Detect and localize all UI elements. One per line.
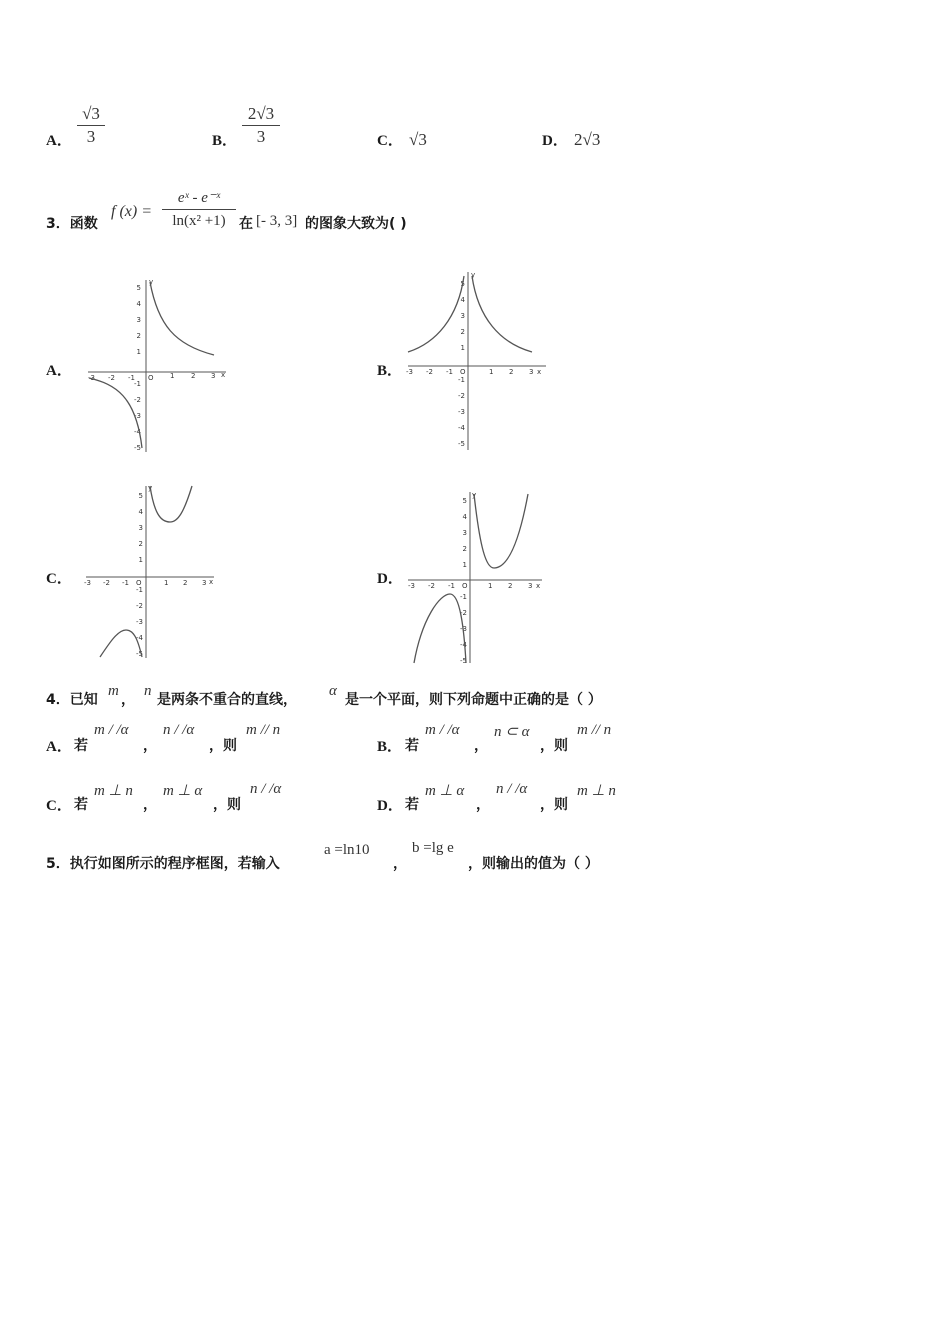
y-axis-label: y <box>472 491 477 499</box>
curve-left-branch <box>89 378 142 448</box>
graph-d-axes <box>408 492 542 663</box>
q5-a-expr: a =ln10 <box>324 842 370 858</box>
option-b-label: B． <box>212 133 238 149</box>
x-tick-label: -2 <box>108 374 115 382</box>
origin-label: O <box>148 374 154 382</box>
x-tick-label: 2 <box>191 372 196 380</box>
q4-option-c-label: C． <box>46 798 72 814</box>
option-c-value: √3 <box>409 130 427 149</box>
y-tick-label: 5 <box>138 492 143 500</box>
x-axis-label: x <box>209 578 214 586</box>
q4-option-b-comma: ， <box>474 738 488 754</box>
q4-var-alpha: α <box>329 683 337 699</box>
fraction-denominator: ln(x² +1) <box>172 213 226 229</box>
y-tick-label: -1 <box>134 380 141 388</box>
graph-c-label: C． <box>46 571 72 587</box>
q4-option-b-conclusion: m // n <box>577 722 612 738</box>
x-tick-label: 2 <box>183 579 188 587</box>
y-tick-label: 5 <box>460 280 465 288</box>
x-tick-label: 3 <box>211 372 216 380</box>
y-tick-label: -5 <box>460 657 467 665</box>
y-tick-label: -1 <box>458 376 465 384</box>
q4-var-m: m <box>108 683 119 699</box>
q4-option-c-then: ，则 <box>213 797 241 813</box>
y-axis-label: y <box>471 271 476 279</box>
q4-option-b-label: B． <box>377 739 403 755</box>
q4-option-b-cond1: m / /α <box>425 722 460 738</box>
option-a-fraction <box>77 104 105 147</box>
curve-right-branch <box>150 486 192 522</box>
q4-text2: 是一个平面，则下列命题中正确的是（ ） <box>345 692 602 708</box>
option-d-value: 2√3 <box>574 130 601 149</box>
option-d-label: D． <box>542 133 568 149</box>
q4-option-c-conclusion: n / /α <box>250 781 282 797</box>
x-tick-label: 1 <box>164 579 169 587</box>
x-tick-label: 3 <box>528 582 533 590</box>
x-tick-label: -3 <box>406 368 413 376</box>
q4-option-b-cond2: n ⊂ α <box>494 724 530 740</box>
y-tick-label: -3 <box>458 408 465 416</box>
q3-suffix: 的图象大致为( ) <box>305 216 407 232</box>
q4-option-c-comma: ， <box>143 797 157 813</box>
q4-option-d-cond2: n / /α <box>496 781 528 797</box>
x-tick-label: -2 <box>426 368 433 376</box>
origin-label: O <box>136 579 142 587</box>
fraction-denominator: 3 <box>256 127 266 146</box>
y-tick-label: -4 <box>458 424 465 432</box>
y-tick-label: 5 <box>136 284 141 292</box>
x-tick-label: 3 <box>202 579 207 587</box>
x-tick-label: -3 <box>408 582 415 590</box>
q4-option-d-ruo: 若 <box>405 797 419 813</box>
y-tick-label: -4 <box>136 634 143 642</box>
y-axis-label: y <box>149 278 154 286</box>
y-tick-label: -2 <box>136 602 143 610</box>
q4-option-a-comma: ， <box>143 738 157 754</box>
y-tick-label: 3 <box>138 524 143 532</box>
graph-c-axes <box>86 486 214 658</box>
q4-var-n: n <box>144 683 152 699</box>
q4-option-d-cond1: m ⊥ α <box>425 783 465 799</box>
q4-option-a-cond2: n / /α <box>163 722 195 738</box>
q3-function-fraction <box>162 188 236 231</box>
y-tick-label: 2 <box>138 540 143 548</box>
option-a-label: A． <box>46 133 72 149</box>
q4-option-a-label: A． <box>46 739 72 755</box>
x-axis-label: x <box>221 371 226 379</box>
q4-option-d-conclusion: m ⊥ n <box>577 783 616 799</box>
y-tick-label: -2 <box>460 609 467 617</box>
graph-a-label: A． <box>46 363 72 379</box>
x-axis-label: x <box>536 582 541 590</box>
y-tick-label: 3 <box>462 529 467 537</box>
q4-option-a-ruo: 若 <box>74 738 88 754</box>
q5-prefix: 5．执行如图所示的程序框图，若输入 <box>46 856 280 872</box>
curve-left-branch <box>414 594 466 663</box>
graph-b <box>400 268 550 453</box>
y-tick-label: -1 <box>460 593 467 601</box>
q3-interval: [- 3, 3] <box>256 213 298 229</box>
x-tick-label: -2 <box>428 582 435 590</box>
y-tick-label: -1 <box>136 586 143 594</box>
y-tick-label: 2 <box>462 545 467 553</box>
x-tick-label: 2 <box>509 368 514 376</box>
curve-right-branch <box>150 282 214 355</box>
x-axis-label: x <box>537 368 542 376</box>
y-tick-label: 4 <box>462 513 467 521</box>
y-tick-label: -4 <box>460 641 467 649</box>
y-tick-label: -3 <box>134 412 141 420</box>
option-c-label: C． <box>377 133 403 149</box>
y-tick-label: -5 <box>134 444 141 452</box>
origin-label: O <box>462 582 468 590</box>
y-tick-label: 5 <box>462 497 467 505</box>
x-tick-label: -1 <box>448 582 455 590</box>
q4-option-b-then: ，则 <box>540 738 568 754</box>
q4-prefix: 4．已知 <box>46 692 98 708</box>
y-tick-label: 2 <box>460 328 465 336</box>
y-tick-label: -3 <box>136 618 143 626</box>
x-tick-label: 3 <box>529 368 534 376</box>
fraction-numerator: 2√3 <box>247 104 275 123</box>
curve-left-branch <box>408 276 464 352</box>
x-tick-label: -1 <box>446 368 453 376</box>
x-tick-label: -1 <box>122 579 129 587</box>
x-tick-label: 1 <box>489 368 494 376</box>
q3-prefix: 3．函数 <box>46 216 98 232</box>
fraction-denominator: 3 <box>86 127 96 146</box>
q4-option-c-cond1: m ⊥ n <box>94 783 133 799</box>
curve-right-branch <box>474 494 528 568</box>
origin-label: O <box>460 368 466 376</box>
q5-b-expr: b =lg e <box>412 840 454 856</box>
q4-option-b-ruo: 若 <box>405 738 419 754</box>
y-tick-label: 1 <box>460 344 465 352</box>
y-tick-label: 4 <box>460 296 465 304</box>
graph-d <box>400 488 550 668</box>
y-tick-label: -2 <box>458 392 465 400</box>
y-tick-label: -5 <box>458 440 465 448</box>
q4-text1: 是两条不重合的直线， <box>157 692 297 708</box>
y-tick-label: 4 <box>138 508 143 516</box>
y-axis-label: y <box>148 484 153 492</box>
y-tick-label: -2 <box>134 396 141 404</box>
x-tick-label: -1 <box>128 374 135 382</box>
y-tick-label: 4 <box>136 300 141 308</box>
graph-d-label: D． <box>377 571 403 587</box>
q4-option-d-comma: ， <box>476 797 490 813</box>
x-tick-label: -3 <box>84 579 91 587</box>
y-tick-label: 2 <box>136 332 141 340</box>
q5-suffix: ，则输出的值为（ ） <box>468 856 599 872</box>
q3-function-lhs: f (x) = <box>111 203 152 220</box>
y-tick-label: -5 <box>136 650 143 658</box>
q4-option-c-ruo: 若 <box>74 797 88 813</box>
y-tick-label: 3 <box>136 316 141 324</box>
graph-b-label: B． <box>377 363 403 379</box>
graph-a <box>80 270 230 455</box>
y-tick-label: -3 <box>460 625 467 633</box>
x-tick-label: 1 <box>170 372 175 380</box>
q4-option-a-then: ，则 <box>209 738 237 754</box>
q5-comma: ， <box>393 856 407 872</box>
y-tick-label: 1 <box>462 561 467 569</box>
y-tick-label: -4 <box>134 428 141 436</box>
fraction-numerator: √3 <box>82 104 100 123</box>
option-b-fraction <box>242 104 280 147</box>
curve-right-branch <box>472 276 532 352</box>
q4-option-a-cond1: m / /α <box>94 722 129 738</box>
x-tick-label: 2 <box>508 582 513 590</box>
graph-c <box>80 482 230 667</box>
x-tick-label: 1 <box>488 582 493 590</box>
q4-option-c-cond2: m ⊥ α <box>163 783 203 799</box>
fraction-numerator: eˣ - e⁻ˣ <box>177 190 221 206</box>
q4-option-d-label: D． <box>377 798 403 814</box>
q3-mid: 在 <box>239 216 253 232</box>
q4-option-d-then: ，则 <box>540 797 568 813</box>
y-tick-label: 1 <box>138 556 143 564</box>
y-tick-label: 3 <box>460 312 465 320</box>
y-tick-label: 1 <box>136 348 141 356</box>
x-tick-label: -3 <box>88 374 95 382</box>
q4-sep: ， <box>121 692 135 708</box>
q4-option-a-conclusion: m // n <box>246 722 281 738</box>
graph-a-axes <box>88 280 226 452</box>
x-tick-label: -2 <box>103 579 110 587</box>
